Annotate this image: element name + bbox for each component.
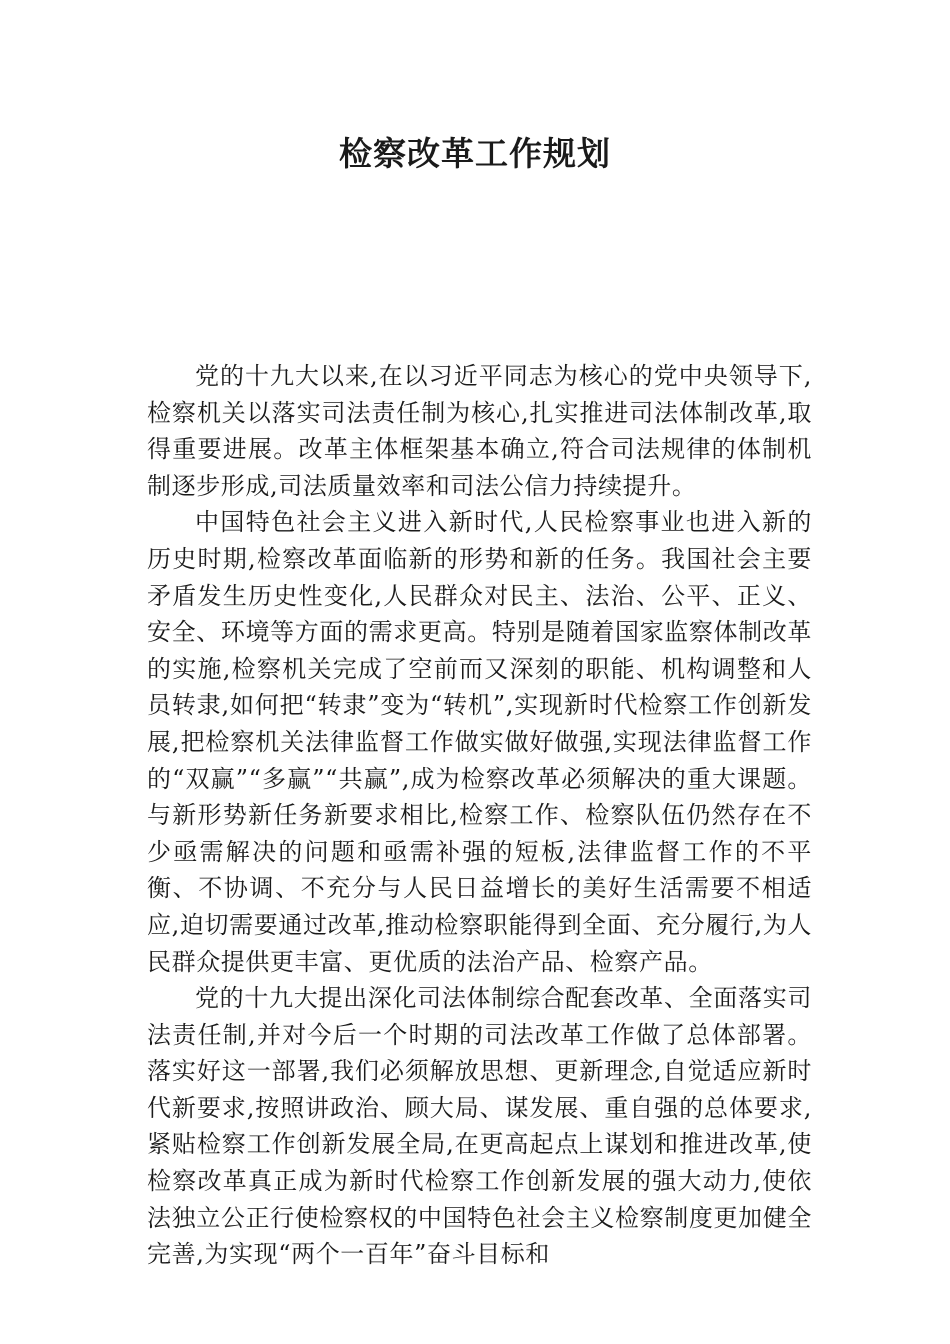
paragraph-1: 党的十九大以来,在以习近平同志为核心的党中央领导下,检察机关以落实司法责任制为核心,扎实推进司法体制改革,取得重要进展。改革主体框架基本确立,符合司法规律的体制机制逐步形成,司法质量效率和司法公信力持续提升。: [147, 362, 812, 500]
document-title: 检察改革工作规划: [339, 134, 611, 173]
document-body: [147, 358, 812, 1273]
paragraph-2: 中国特色社会主义进入新时代,人民检察事业也进入新的历史时期,检察改革面临新的形势和新的任务。我国社会主要矛盾发生历史性变化,人民群众对民主、法治、公平、正义、安全、环境等方面的需求更高。特别是随着国家监察体制改革的实施,检察机关完成了空前而又深刻的职能、机构调整和人员转隶,如何把“转隶”变为“转机”,实现新时代检察工作创新发展,把检察机关法律监督工作做实做好做强,实现法律监督工作的“双赢”“多赢”“共赢”,成为检察改革必须解决的重大课题。与新形势新任务新要求相比,检察工作、检察队伍仍然存在不少亟需解决的问题和亟需补强的短板,法律监督工作的不平衡、不协调、不充分与人民日益增长的美好生活需要不相适应,迫切需要通过改革,推动检察职能得到全面、充分履行,为人民群众提供更丰富、更优质的法治产品、检察产品。: [147, 508, 812, 976]
paragraph-3: 党的十九大提出深化司法体制综合配套改革、全面落实司法责任制,并对今后一个时期的司法改革工作做了总体部署。落实好这一部署,我们必须解放思想、更新理念,自觉适应新时代新要求,按照讲政治、顾大局、谋发展、重自强的总体要求,紧贴检察工作创新发展全局,在更高起点上谋划和推进改革,使检察改革真正成为新时代检察工作创新发展的强大动力,使依法独立公正行使检察权的中国特色社会主义检察制度更加健全完善,为实现“两个一百年”奋斗目标和: [147, 984, 812, 1269]
